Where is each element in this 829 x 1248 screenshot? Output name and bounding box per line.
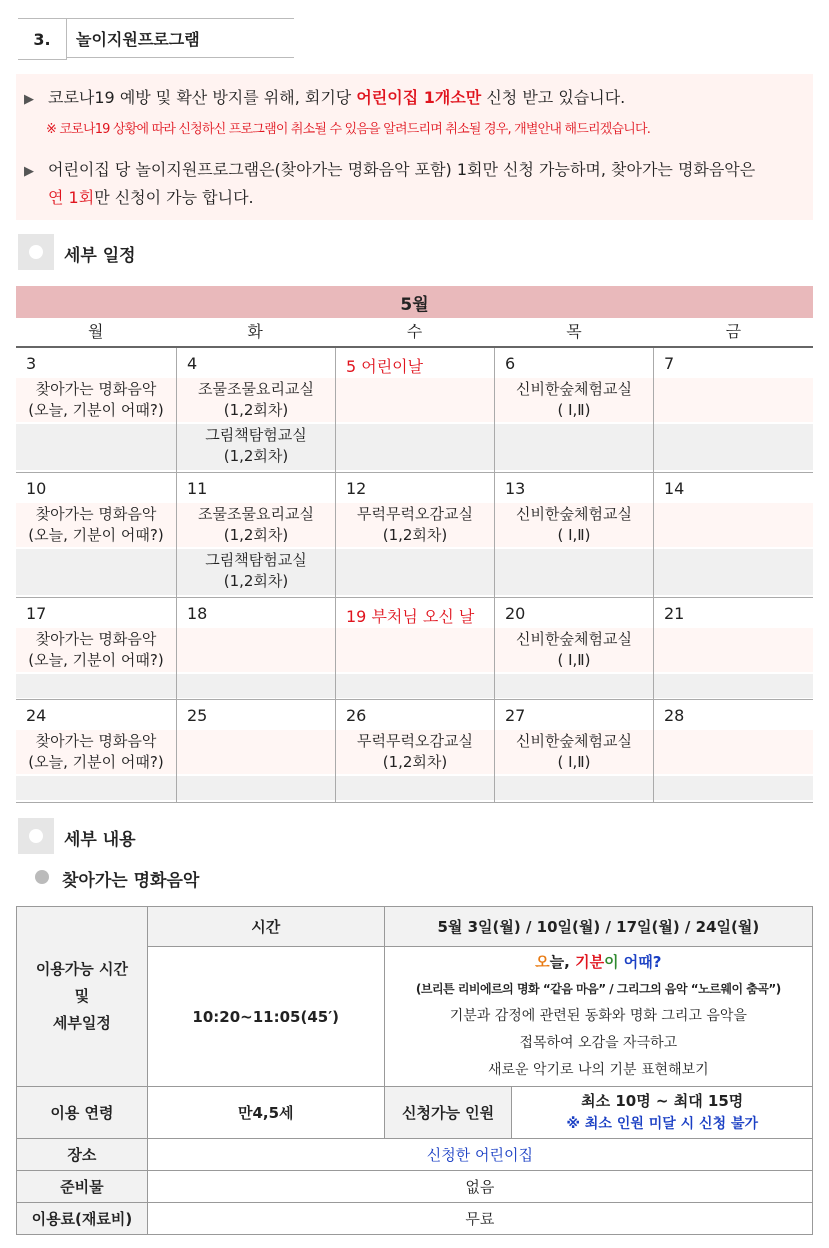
calendar-event: 조물조물요리교실 (1,2회차) (198, 380, 314, 419)
program-desc-line: 접목하여 오감을 자극하고 (519, 1035, 678, 1051)
day-number: 21 (664, 604, 685, 623)
capacity-value: 최소 10명 ~ 최대 15명 (581, 1091, 744, 1110)
event-band (336, 776, 494, 800)
detail-heading: 세부 내용 (64, 830, 136, 850)
event-band (654, 549, 813, 595)
day-number: 27 (505, 706, 526, 725)
day-number: 17 (26, 604, 47, 623)
event-band (654, 378, 813, 422)
weekday-label: 수 (406, 322, 423, 341)
event-band (16, 776, 176, 800)
calendar-event: 조물조물요리교실 (1,2회차) (198, 505, 314, 544)
calendar-day-cell (495, 598, 654, 699)
calendar-month: 5월 (16, 286, 813, 318)
fee-value: 무료 (147, 1203, 812, 1235)
calendar-week (16, 473, 813, 598)
section-title: 놀이지원프로그램 (66, 18, 294, 58)
event-band (654, 776, 813, 800)
event-band (654, 730, 813, 774)
calendar-day-cell (336, 473, 495, 597)
calendar-event: 그림책탐험교실 (1,2회차) (205, 426, 307, 465)
calendar-day-cell (336, 700, 495, 802)
calendar-week (16, 348, 813, 473)
event-band (495, 674, 653, 698)
calendar-day-cell (16, 348, 177, 472)
weekday-label: 화 (247, 322, 263, 341)
calendar-day-cell (654, 598, 813, 699)
event-band (336, 549, 494, 595)
program-subtitle: (브리튼 리비에르의 명화 “같음 마음” / 그리그의 음악 “노르웨이 춤곡”) (415, 982, 781, 996)
calendar-event: 신비한숲체험교실 ( Ⅰ,Ⅱ) (516, 630, 632, 669)
calendar-day-cell (654, 700, 813, 802)
weekday-label: 목 (566, 322, 582, 341)
calendar-day-cell (16, 700, 177, 802)
day-number: 24 (26, 706, 47, 725)
calendar-day-cell (654, 348, 813, 472)
event-band (654, 628, 813, 672)
place-label: 장소 (17, 1139, 148, 1171)
day-number: 6 (505, 354, 516, 373)
calendar-day-cell (495, 700, 654, 802)
event-band (495, 424, 653, 470)
day-number: 11 (187, 479, 208, 498)
prep-label: 준비물 (17, 1171, 148, 1203)
day-number: 28 (664, 706, 685, 725)
notice-cancel-note: ※ 코로나19 상황에 따라 신청하신 프로그램이 취소될 수 있음을 알려드리며 취소될 경우, 개별안내 해드리겠습니다. (46, 122, 651, 137)
calendar-event: 신비한숲체험교실 ( Ⅰ,Ⅱ) (516, 505, 632, 544)
calendar-event: 그림책탐험교실 (1,2회차) (205, 551, 307, 590)
weekday-label: 월 (87, 322, 104, 341)
program-description: 오늘, 기분이 어때? (브리튼 리비에르의 명화 “같음 마음” / 그리그의 음악 “노르웨이 춤곡”) 기분과 감정에 관련된 동화와 명화 그리고 음악을 접목하여 오감을 자극하고 새로운 악기로 나의 기분 표현해보기 (384, 947, 812, 1087)
event-band (654, 503, 813, 547)
event-band (177, 674, 335, 698)
day-number: 5 어린이날 (346, 357, 424, 376)
calendar-event: 무럭무럭오감교실 (1,2회차) (357, 505, 473, 544)
event-band (336, 378, 494, 422)
day-number: 18 (187, 604, 208, 623)
calendar-event: 찾아가는 명화음악 (오늘, 기분이 어때?) (28, 505, 164, 544)
program-desc-line: 새로운 악기로 나의 기분 표현해보기 (487, 1062, 709, 1078)
place-value: 신청한 어린이집 (147, 1139, 812, 1171)
calendar-event: 신비한숲체험교실 ( Ⅰ,Ⅱ) (516, 380, 632, 419)
age-label: 이용 연령 (17, 1087, 148, 1139)
event-band (654, 674, 813, 698)
day-number: 25 (187, 706, 208, 725)
day-number: 13 (505, 479, 526, 498)
prep-value: 없음 (147, 1171, 812, 1203)
dates-value: 5월 3일(월) / 10일(월) / 17일(월) / 24일(월) (384, 907, 812, 947)
age-value: 만4,5세 (147, 1087, 384, 1139)
calendar-day-cell (177, 348, 336, 472)
calendar-day-cell (495, 473, 654, 597)
event-band (177, 628, 335, 672)
event-band (16, 674, 176, 698)
circle-icon (18, 818, 54, 854)
event-band (16, 549, 176, 595)
avail-label: 이용가능 시간 및 세부일정 (17, 907, 148, 1087)
program-heading: 찾아가는 명화음악 (62, 871, 200, 891)
day-number: 20 (505, 604, 526, 623)
time-label: 시간 (147, 907, 384, 947)
calendar-day-cell (16, 473, 177, 597)
day-number: 10 (26, 479, 47, 498)
calendar-day-cell (336, 598, 495, 699)
event-band (336, 674, 494, 698)
calendar-weekday-header (16, 318, 813, 348)
calendar-day-cell (177, 700, 336, 802)
event-band (495, 776, 653, 800)
calendar-day-cell (177, 598, 336, 699)
fee-label: 이용료(재료비) (17, 1203, 148, 1235)
notice-line-1: 코로나19 예방 및 확산 방지를 위해, 회기당 어린이집 1개소만 신청 받고 있습니다. (48, 88, 626, 107)
calendar-week (16, 598, 813, 700)
capacity-label: 신청가능 인원 (384, 1087, 512, 1139)
capacity-note: ※ 최소 인원 미달 시 신청 불가 (566, 1115, 759, 1132)
calendar-event: 찾아가는 명화음악 (오늘, 기분이 어때?) (28, 380, 164, 419)
triangle-bullet-icon: ▶ (24, 92, 34, 107)
day-number: 12 (346, 479, 367, 498)
day-number: 14 (664, 479, 685, 498)
calendar-day-cell (495, 348, 654, 472)
calendar-event: 신비한숲체험교실 ( Ⅰ,Ⅱ) (516, 732, 632, 771)
program-detail-table (16, 906, 813, 1235)
calendar-day-cell (654, 473, 813, 597)
section-number: 3. (18, 18, 67, 60)
event-band (16, 424, 176, 470)
calendar-day-cell (177, 473, 336, 597)
day-number: 7 (664, 354, 675, 373)
gray-dot-icon (35, 870, 49, 884)
day-number: 26 (346, 706, 367, 725)
calendar-event: 찾아가는 명화음악 (오늘, 기분이 어때?) (28, 732, 164, 771)
triangle-bullet-icon: ▶ (24, 164, 34, 179)
schedule-heading: 세부 일정 (64, 246, 136, 266)
day-number: 4 (187, 354, 198, 373)
weekday-label: 금 (725, 322, 742, 341)
calendar-week (16, 700, 813, 803)
notice-line-2: 어린이집 당 놀이지원프로그램은(찾아가는 명화음악 포함) 1회만 신청 가능하며, 찾아가는 명화음악은 연 1회만 신청이 가능 합니다. (48, 160, 756, 207)
circle-icon (18, 234, 54, 270)
event-band (495, 549, 653, 595)
calendar-day-cell (336, 348, 495, 472)
event-band (336, 424, 494, 470)
calendar-event: 무럭무럭오감교실 (1,2회차) (357, 732, 473, 771)
calendar-event: 찾아가는 명화음악 (오늘, 기분이 어때?) (28, 630, 164, 669)
event-band (177, 730, 335, 774)
notice-box (16, 74, 813, 220)
event-band (177, 776, 335, 800)
day-number: 3 (26, 354, 37, 373)
event-band (336, 628, 494, 672)
event-band (654, 424, 813, 470)
calendar-day-cell (16, 598, 177, 699)
program-desc-line: 기분과 감정에 관련된 동화와 명화 그리고 음악을 (449, 1008, 747, 1024)
capacity-cell (512, 1087, 813, 1139)
day-number: 19 부처님 오신 날 (346, 607, 475, 626)
time-value: 10:20~11:05(45′) (147, 947, 384, 1087)
